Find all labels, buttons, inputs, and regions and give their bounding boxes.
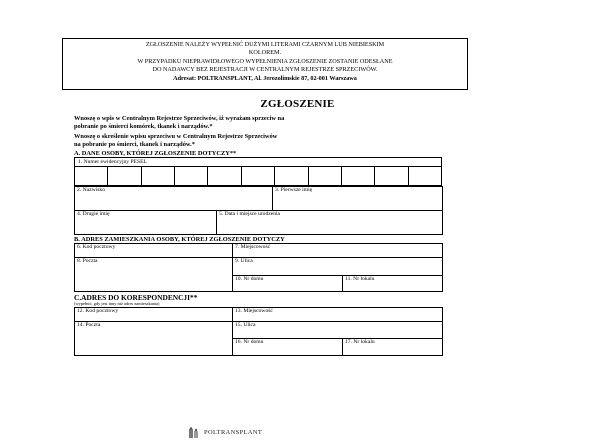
statement-line: Wnoszę o wpis w Centralnym Rejestrze Sprzeciwów, iż wyrażam sprzeciw na xyxy=(74,115,285,122)
logo-text: POLTRANSPLANT xyxy=(204,428,263,436)
postal-code-label: 6. Kod pocztowy xyxy=(77,244,116,250)
street-field[interactable] xyxy=(233,258,443,276)
pesel-digit-box[interactable] xyxy=(241,166,274,186)
statement-line: Wnoszę o skreślenie wpisu sprzeciwu w Centralnym Rejestrze Sprzeciwów xyxy=(74,133,278,140)
street-label: 9. Ulica xyxy=(235,258,253,264)
corr-street-label: 15. Ulica xyxy=(235,322,256,328)
section-c-table xyxy=(74,307,443,356)
instructions-box xyxy=(62,38,468,90)
first-name-label: 3. Pierwsze imię xyxy=(275,187,313,193)
flat-number-label: 11. Nr lokalu xyxy=(345,276,375,282)
notice-line: DO NADAWCY BEZ REJESTRACJI W CENTRALNYM REJESTRZE SPRZECIWÓW. xyxy=(152,66,378,74)
corr-post-office-field[interactable] xyxy=(75,322,233,356)
corr-flat-number-label: 17. Nr lokalu xyxy=(345,339,375,345)
pesel-digit-box[interactable] xyxy=(274,166,307,186)
birth-field[interactable] xyxy=(217,211,443,235)
section-a-heading: A. DANE OSOBY, KTÓREJ ZGŁOSZENIE DOTYCZY** xyxy=(74,150,237,157)
pesel-digit-box[interactable] xyxy=(174,166,207,186)
addressee: Adresat: POLTRANSPLANT, Al. Jerozolimskie 87, 02-001 Warszawa xyxy=(173,74,357,82)
section-a-table xyxy=(74,186,443,235)
pesel-field[interactable] xyxy=(74,166,442,186)
surname-label: 2. Nazwisko xyxy=(77,187,105,193)
notice-line: ZGŁOSZENIE NALEŻY WYPEŁNIĆ DUŻYMI LITERAMI CZARNYM LUB NIEBIESKIM xyxy=(145,41,385,48)
form-title: ZGŁOSZENIE xyxy=(260,98,335,110)
post-office-field[interactable] xyxy=(75,258,233,292)
objection-statement[interactable] xyxy=(74,115,442,131)
corr-street-field[interactable] xyxy=(233,322,443,339)
postal-code-field[interactable] xyxy=(75,244,233,258)
pesel-digit-box[interactable] xyxy=(408,166,441,186)
notice-line: W PRZYPADKU NIEPRAWIDŁOWEGO WYPEŁNIENIA ZGŁOSZENIE ZOSTANIE ODESŁANE xyxy=(137,57,393,65)
city-label: 7. Miejscowość xyxy=(235,244,271,250)
corr-city-field[interactable] xyxy=(233,308,443,322)
corr-postal-code-label: 12. Kod pocztowy xyxy=(77,308,119,314)
pesel-label: 1. Numer ewidencyjny PESEL xyxy=(78,159,147,165)
section-c-heading: C.ADRES DO KORESPONDENCJI** xyxy=(74,293,198,302)
flat-number-field[interactable] xyxy=(343,276,443,292)
corr-flat-number-field[interactable] xyxy=(343,339,443,356)
pesel-label-row xyxy=(74,157,442,166)
corr-house-number-field[interactable] xyxy=(233,339,343,356)
corr-post-office-label: 14. Poczta xyxy=(77,322,101,328)
house-number-label: 10. Nr domu xyxy=(235,276,264,282)
second-name-field[interactable] xyxy=(75,211,217,235)
corr-postal-code-field[interactable] xyxy=(75,308,233,322)
section-c-note: (wypełnić, gdy jest inny niż adres zamieszkania) xyxy=(74,301,160,306)
pesel-digit-box[interactable] xyxy=(308,166,341,186)
surname-field[interactable] xyxy=(75,187,273,211)
section-b-table xyxy=(74,243,443,292)
house-number-field[interactable] xyxy=(233,276,343,292)
pesel-digit-box[interactable] xyxy=(374,166,407,186)
statement-line: na pobranie po śmierci, tkanek i narządów.* xyxy=(74,141,195,149)
pesel-digit-box[interactable] xyxy=(141,166,174,186)
section-b-heading: B. ADRES ZAMIESZKANIA OSOBY, KTÓREJ ZGŁOSZENIE DOTYCZY xyxy=(74,236,285,243)
city-field[interactable] xyxy=(233,244,443,258)
first-name-field[interactable] xyxy=(273,187,443,211)
post-office-label: 8. Poczta xyxy=(77,258,98,264)
birth-label: 5. Data i miejsce urodzenia xyxy=(219,211,281,217)
footer-logo xyxy=(188,425,262,439)
pesel-digit-box[interactable] xyxy=(341,166,374,186)
pesel-digit-box[interactable] xyxy=(75,166,107,186)
corr-city-label: 13. Miejscowość xyxy=(235,308,273,314)
withdrawal-statement[interactable] xyxy=(74,133,442,149)
poltransplant-logo-icon xyxy=(188,426,200,438)
second-name-label: 4. Drugie imię xyxy=(77,211,110,217)
notice-line: KOLOREM. xyxy=(248,49,282,57)
pesel-digit-box[interactable] xyxy=(207,166,240,186)
statement-line: pobranie po śmierci komórek, tkanek i narządów.* xyxy=(74,123,213,131)
pesel-digit-box[interactable] xyxy=(107,166,140,186)
corr-house-number-label: 16. Nr domu xyxy=(235,339,264,345)
